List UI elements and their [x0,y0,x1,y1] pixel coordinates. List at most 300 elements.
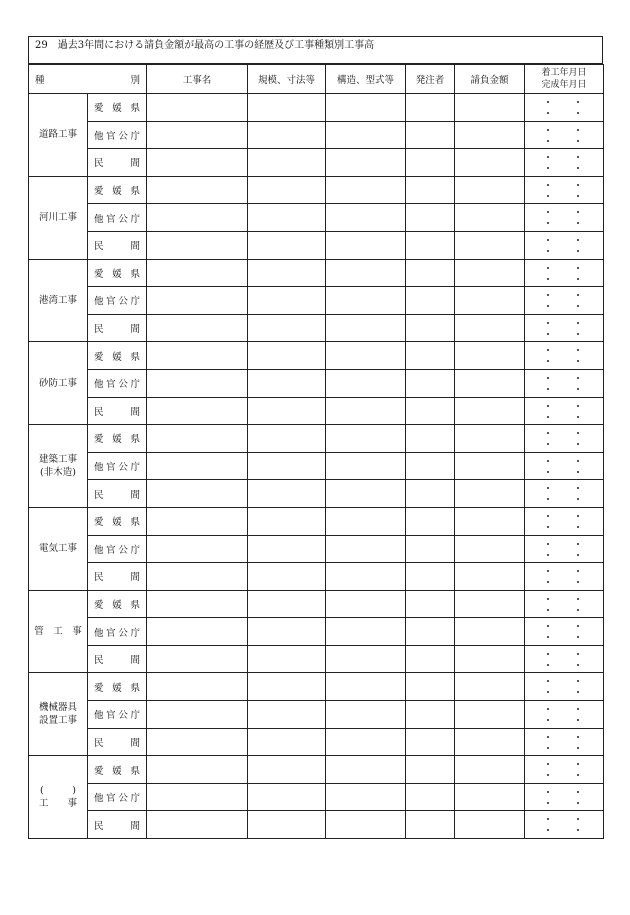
client-type-char: 民 [94,406,104,418]
contract-amount-cell[interactable] [455,425,525,453]
project-name-cell[interactable] [147,369,248,397]
client-type-char: 愛 [94,434,104,446]
structure-cell[interactable] [326,507,406,535]
project-name-cell[interactable] [147,452,248,480]
client-type-char: 間 [130,572,140,584]
client-type-cell [88,287,147,315]
date-separator-dot [577,680,579,682]
form-title: 29 過去3年間における請負金額が最高の工事の経歴及び工事種類別工事高 [28,36,603,64]
date-separator-dot [577,636,579,638]
client-type-char: 民 [94,737,104,749]
structure-cell[interactable] [326,121,406,149]
client-cell[interactable] [406,342,455,370]
project-name-cell[interactable] [147,342,248,370]
date-cell[interactable] [525,94,604,122]
contract-amount-cell[interactable] [455,287,525,315]
project-name-cell[interactable] [147,231,248,259]
client-type-cell [88,342,147,370]
client-cell[interactable] [406,231,455,259]
contract-amount-cell[interactable] [455,397,525,425]
header-project-name: 工事名 [147,65,248,94]
date-separator-dot [577,543,579,545]
date-separator-dot [577,598,579,600]
client-cell[interactable] [406,590,455,618]
structure-cell[interactable] [326,480,406,508]
structure-cell[interactable] [326,535,406,563]
date-separator-dot [547,322,549,324]
scale-cell[interactable] [248,563,326,591]
scale-cell[interactable] [248,783,326,811]
table-row [29,231,604,259]
date-cell[interactable] [525,480,604,508]
date-separator-dot [547,487,549,489]
project-name-cell[interactable] [147,507,248,535]
structure-cell[interactable] [326,259,406,287]
structure-cell[interactable] [326,701,406,729]
date-separator-dot [547,278,549,280]
date-separator-dot [577,691,579,693]
contract-amount-cell[interactable] [455,480,525,508]
structure-cell[interactable] [326,452,406,480]
client-type-char: 間 [130,820,140,832]
scale-cell[interactable] [248,701,326,729]
date-separator-dot [577,267,579,269]
category-label: 河川工事 [38,212,77,224]
date-separator-dot [577,653,579,655]
date-separator-dot [577,184,579,186]
date-cell[interactable] [525,645,604,673]
client-type-char: 官 [106,462,116,474]
contract-amount-cell[interactable] [455,590,525,618]
client-cell[interactable] [406,176,455,204]
scale-cell[interactable] [248,756,326,784]
project-name-cell[interactable] [147,728,248,756]
client-cell[interactable] [406,94,455,122]
client-type-cell [88,618,147,646]
contract-amount-cell[interactable] [455,149,525,177]
project-name-cell[interactable] [147,259,248,287]
date-separator-dot [577,443,579,445]
date-separator-dot [577,487,579,489]
client-type-char: 民 [94,820,104,832]
table-row [29,176,604,204]
client-cell[interactable] [406,369,455,397]
structure-cell[interactable] [326,811,406,839]
structure-cell[interactable] [326,176,406,204]
contract-amount-cell[interactable] [455,728,525,756]
project-name-cell[interactable] [147,756,248,784]
date-separator-dot [547,405,549,407]
date-separator-dot [577,322,579,324]
date-cell[interactable] [525,756,604,784]
category-cell [29,425,88,508]
table-row [29,618,604,646]
contract-amount-cell[interactable] [455,314,525,342]
client-type-cell [88,452,147,480]
structure-cell[interactable] [326,287,406,315]
table-row [29,563,604,591]
client-type-char: 県 [130,186,140,198]
date-cell[interactable] [525,231,604,259]
scale-cell[interactable] [248,618,326,646]
contract-amount-cell[interactable] [455,452,525,480]
date-separator-dot [577,333,579,335]
client-cell[interactable] [406,783,455,811]
contract-amount-cell[interactable] [455,535,525,563]
date-separator-dot [547,222,549,224]
date-separator-dot [547,101,549,103]
project-name-cell[interactable] [147,590,248,618]
client-type-cell [88,507,147,535]
date-cell[interactable] [525,728,604,756]
date-separator-dot [547,653,549,655]
scale-cell[interactable] [248,204,326,232]
date-separator-dot [547,554,549,556]
date-separator-dot [577,581,579,583]
date-separator-dot [577,791,579,793]
contract-amount-cell[interactable] [455,701,525,729]
project-name-cell[interactable] [147,425,248,453]
project-name-cell[interactable] [147,673,248,701]
scale-cell[interactable] [248,425,326,453]
date-separator-dot [547,664,549,666]
structure-cell[interactable] [326,590,406,618]
project-name-cell[interactable] [147,149,248,177]
scale-cell[interactable] [248,645,326,673]
category-label: 港湾工事 [38,294,77,306]
client-type-char: 媛 [112,682,122,694]
client-cell[interactable] [406,204,455,232]
project-name-cell[interactable] [147,783,248,811]
date-separator-dot [547,267,549,269]
date-cell[interactable] [525,563,604,591]
structure-cell[interactable] [326,425,406,453]
date-separator-dot [547,195,549,197]
contract-amount-cell[interactable] [455,618,525,646]
structure-cell[interactable] [326,204,406,232]
structure-cell[interactable] [326,756,406,784]
client-cell[interactable] [406,645,455,673]
date-separator-dot [547,349,549,351]
date-separator-dot [547,156,549,158]
project-name-cell[interactable] [147,563,248,591]
contract-amount-cell[interactable] [455,94,525,122]
date-separator-dot [547,294,549,296]
client-type-char: 民 [94,489,104,501]
client-type-char: 庁 [130,627,140,639]
client-type-char: 媛 [112,434,122,446]
category-cell [29,94,88,177]
date-separator-dot [547,333,549,335]
table-row [29,342,604,370]
scale-cell[interactable] [248,231,326,259]
structure-cell[interactable] [326,314,406,342]
scale-cell[interactable] [248,673,326,701]
client-type-char: 官 [106,544,116,556]
header-contract-amount: 請負金額 [455,65,525,94]
category-label: 建築工事 [38,454,77,466]
date-cell[interactable] [525,204,604,232]
structure-cell[interactable] [326,618,406,646]
date-separator-dot [577,763,579,765]
client-type-cell [88,176,147,204]
project-name-cell[interactable] [147,287,248,315]
scale-cell[interactable] [248,314,326,342]
client-type-char: 公 [118,296,128,308]
client-cell[interactable] [406,535,455,563]
date-separator-dot [577,156,579,158]
date-cell[interactable] [525,701,604,729]
project-name-cell[interactable] [147,811,248,839]
date-cell[interactable] [525,259,604,287]
scale-cell[interactable] [248,149,326,177]
client-type-char: 公 [118,130,128,142]
contract-amount-cell[interactable] [455,259,525,287]
date-separator-dot [577,664,579,666]
scale-cell[interactable] [248,259,326,287]
structure-cell[interactable] [326,369,406,397]
date-separator-dot [577,195,579,197]
scale-cell[interactable] [248,728,326,756]
category-label-sub: 工 事 [38,798,77,810]
client-cell[interactable] [406,425,455,453]
client-type-cell [88,480,147,508]
table-row [29,756,604,784]
date-separator-dot [577,609,579,611]
header-betsu: 別 [130,75,140,86]
contract-amount-cell[interactable] [455,121,525,149]
date-separator-dot [577,101,579,103]
client-cell[interactable] [406,397,455,425]
date-cell[interactable] [525,535,604,563]
client-type-cell [88,369,147,397]
client-type-char: 媛 [112,517,122,529]
date-separator-dot [577,498,579,500]
date-cell[interactable] [525,287,604,315]
date-cell[interactable] [525,397,604,425]
date-separator-dot [547,570,549,572]
project-name-cell[interactable] [147,94,248,122]
client-type-char: 公 [118,213,128,225]
client-type-char: 県 [130,682,140,694]
date-separator-dot [577,719,579,721]
date-cell[interactable] [525,452,604,480]
date-separator-dot [547,471,549,473]
client-type-char: 県 [130,103,140,115]
client-type-char: 民 [94,324,104,336]
structure-cell[interactable] [326,563,406,591]
client-type-char: 民 [94,655,104,667]
client-cell[interactable] [406,563,455,591]
contract-amount-cell[interactable] [455,231,525,259]
scale-cell[interactable] [248,94,326,122]
project-name-cell[interactable] [147,701,248,729]
scale-cell[interactable] [248,176,326,204]
client-cell[interactable] [406,507,455,535]
date-separator-dot [547,250,549,252]
scale-cell[interactable] [248,397,326,425]
date-separator-dot [577,625,579,627]
project-name-cell[interactable] [147,121,248,149]
date-separator-dot [577,736,579,738]
date-separator-dot [577,432,579,434]
project-name-cell[interactable] [147,618,248,646]
header-shu: 種 [35,75,45,86]
contract-amount-cell[interactable] [455,176,525,204]
contract-amount-cell[interactable] [455,342,525,370]
project-name-cell[interactable] [147,645,248,673]
date-separator-dot [577,829,579,831]
client-type-char: 愛 [94,351,104,363]
project-name-cell[interactable] [147,535,248,563]
client-cell[interactable] [406,149,455,177]
category-cell [29,259,88,342]
scale-cell[interactable] [248,369,326,397]
client-type-char: 公 [118,627,128,639]
date-cell[interactable] [525,618,604,646]
client-type-cell [88,590,147,618]
contract-amount-cell[interactable] [455,645,525,673]
client-cell[interactable] [406,452,455,480]
date-cell[interactable] [525,673,604,701]
contract-amount-cell[interactable] [455,507,525,535]
date-separator-dot [547,211,549,213]
client-type-char: 公 [118,462,128,474]
date-cell[interactable] [525,507,604,535]
table-row [29,507,604,535]
date-separator-dot [577,278,579,280]
table-row [29,204,604,232]
structure-cell[interactable] [326,645,406,673]
date-separator-dot [547,818,549,820]
client-type-char: 媛 [112,103,122,115]
date-separator-dot [547,774,549,776]
date-cell[interactable] [525,783,604,811]
category-label: 機械器具 [38,702,77,714]
client-cell[interactable] [406,728,455,756]
client-cell[interactable] [406,259,455,287]
client-type-char: 庁 [130,544,140,556]
date-cell[interactable] [525,425,604,453]
client-type-char: 公 [118,544,128,556]
table-row [29,314,604,342]
date-separator-dot [577,360,579,362]
date-separator-dot [547,581,549,583]
client-cell[interactable] [406,811,455,839]
date-cell[interactable] [525,176,604,204]
client-type-cell [88,204,147,232]
client-type-char: 他 [94,296,104,308]
client-type-char: 公 [118,379,128,391]
scale-cell[interactable] [248,287,326,315]
date-separator-dot [577,250,579,252]
client-cell[interactable] [406,673,455,701]
client-cell[interactable] [406,618,455,646]
date-separator-dot [577,377,579,379]
category-label-sub: (非木造) [40,467,76,479]
scale-cell[interactable] [248,535,326,563]
date-cell[interactable] [525,369,604,397]
scale-cell[interactable] [248,121,326,149]
structure-cell[interactable] [326,342,406,370]
date-separator-dot [577,708,579,710]
client-cell[interactable] [406,480,455,508]
client-type-char: 間 [130,655,140,667]
structure-cell[interactable] [326,673,406,701]
client-type-char: 県 [130,599,140,611]
client-type-char: 庁 [130,793,140,805]
date-cell[interactable] [525,590,604,618]
contract-amount-cell[interactable] [455,369,525,397]
date-separator-dot [577,140,579,142]
table-row [29,397,604,425]
category-label: 電気工事 [38,543,77,555]
project-name-cell[interactable] [147,204,248,232]
scale-cell[interactable] [248,590,326,618]
client-cell[interactable] [406,756,455,784]
date-separator-dot [547,184,549,186]
contract-amount-cell[interactable] [455,673,525,701]
client-type-char: 官 [106,296,116,308]
table-row [29,94,604,122]
scale-cell[interactable] [248,342,326,370]
header-end-date: 完成年月日 [541,80,587,90]
client-cell[interactable] [406,314,455,342]
date-separator-dot [547,112,549,114]
category-label: 管 工 事 [34,626,82,638]
client-type-cell [88,259,147,287]
date-cell[interactable] [525,811,604,839]
scale-cell[interactable] [248,507,326,535]
date-cell[interactable] [525,149,604,177]
structure-cell[interactable] [326,783,406,811]
date-separator-dot [547,167,549,169]
date-cell[interactable] [525,121,604,149]
contract-amount-cell[interactable] [455,756,525,784]
contract-amount-cell[interactable] [455,783,525,811]
structure-cell[interactable] [326,231,406,259]
project-name-cell[interactable] [147,480,248,508]
table-row [29,701,604,729]
structure-cell[interactable] [326,728,406,756]
table-row [29,149,604,177]
client-type-char: 愛 [94,599,104,611]
contract-amount-cell[interactable] [455,204,525,232]
project-name-cell[interactable] [147,314,248,342]
header-start-date: 着工年月日 [541,68,587,78]
table-row [29,645,604,673]
scale-cell[interactable] [248,480,326,508]
structure-cell[interactable] [326,94,406,122]
date-separator-dot [577,129,579,131]
date-cell[interactable] [525,342,604,370]
client-cell[interactable] [406,121,455,149]
contract-amount-cell[interactable] [455,563,525,591]
scale-cell[interactable] [248,452,326,480]
client-cell[interactable] [406,287,455,315]
client-type-cell [88,535,147,563]
category-cell [29,507,88,590]
structure-cell[interactable] [326,149,406,177]
contract-amount-cell[interactable] [455,811,525,839]
project-name-cell[interactable] [147,176,248,204]
client-cell[interactable] [406,701,455,729]
scale-cell[interactable] [248,811,326,839]
date-cell[interactable] [525,314,604,342]
client-type-char: 媛 [112,599,122,611]
project-name-cell[interactable] [147,397,248,425]
structure-cell[interactable] [326,397,406,425]
